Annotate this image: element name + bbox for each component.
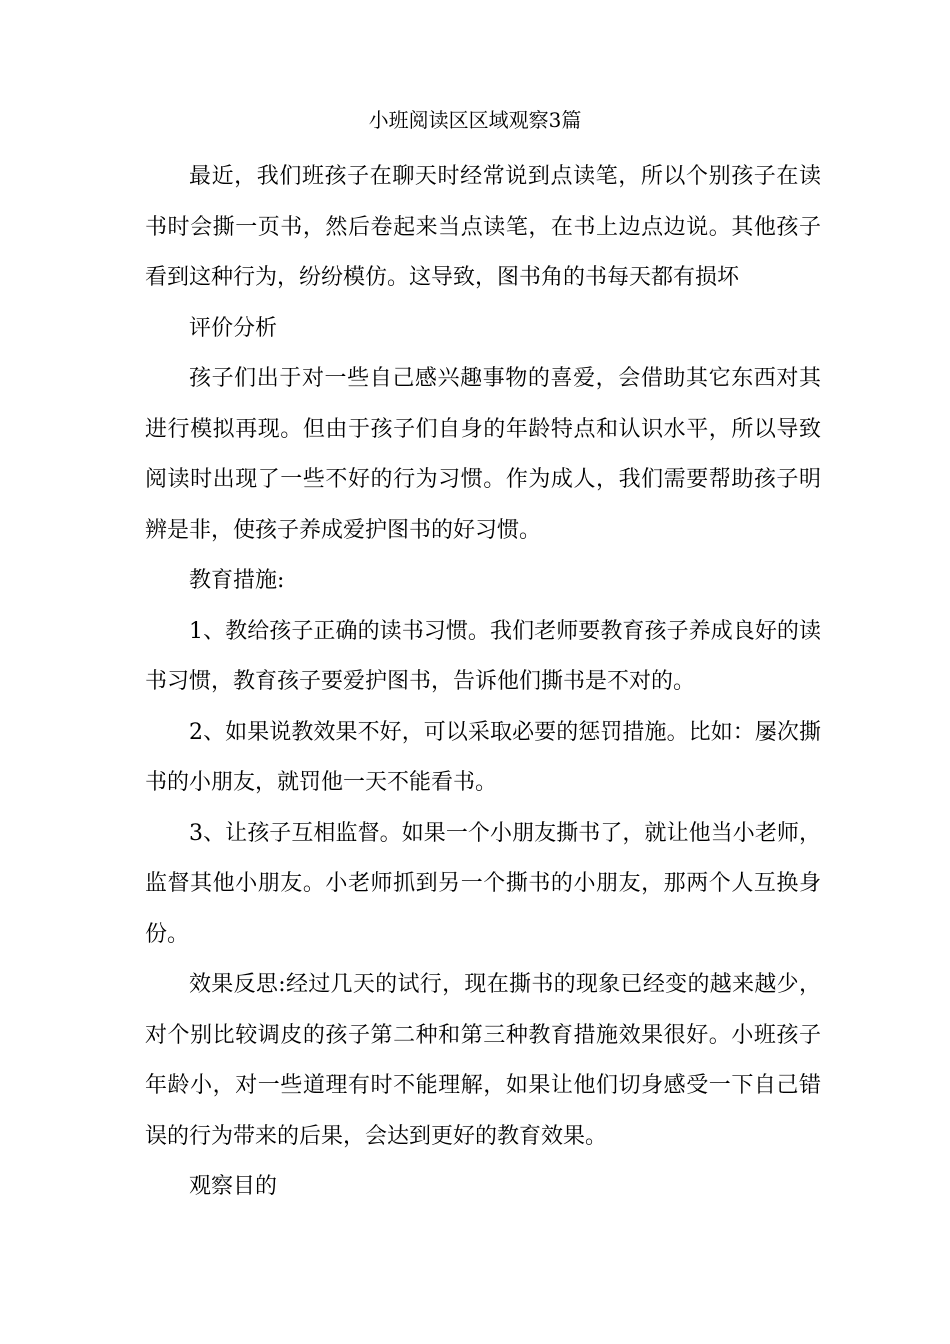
document-title: 小班阅读区区域观察3篇 [368, 108, 582, 132]
measure-item-2: 2、如果说教效果不好，可以采取必要的惩罚措施。比如：屡次撕书的小朋友，就罚他一天不能看书。 [145, 719, 821, 795]
document-body [145, 152, 821, 1213]
heading-evaluation: 评价分析 [189, 315, 278, 341]
paragraph-intro: 最近，我们班孩子在聊天时经常说到点读笔，所以个别孩子在读书时会撕一页书，然后卷起来当点读笔，在书上边点边说。其他孩子看到这种行为，纷纷模仿。这导致，图书角的书每天都有损坏 [145, 164, 821, 290]
paragraph-reflection: 效果反思:经过几天的试行，现在撕书的现象已经变的越来越少，对个别比较调皮的孩子第二种和第三种教育措施效果很好。小班孩子年龄小，对一些道理有时不能理解，如果让他们切身感受一下自己错误的行为带来的后果，会达到更好的教育效果。 [145, 972, 821, 1149]
measure-item-1: 1、教给孩子正确的读书习惯。我们老师要教育孩子养成良好的读书习惯，教育孩子要爱护图书，告诉他们撕书是不对的。 [145, 618, 821, 694]
heading-observation-goal: 观察目的 [189, 1174, 278, 1199]
heading-measures: 教育措施: [189, 568, 285, 593]
measure-item-3: 3、让孩子互相监督。如果一个小朋友撕书了，就让他当小老师，监督其他小朋友。小老师抓到另一个撕书的小朋友，那两个人互换身份。 [145, 820, 821, 947]
paragraph-evaluation: 孩子们出于对一些自己感兴趣事物的喜爱，会借助其它东西对其进行模拟再现。但由于孩子们自身的年龄特点和认识水平，所以导致阅读时出现了一些不好的行为习惯。作为成人，我们需要帮助孩子明辨是非，使孩子养成爱护图书的好习惯。 [145, 366, 821, 543]
